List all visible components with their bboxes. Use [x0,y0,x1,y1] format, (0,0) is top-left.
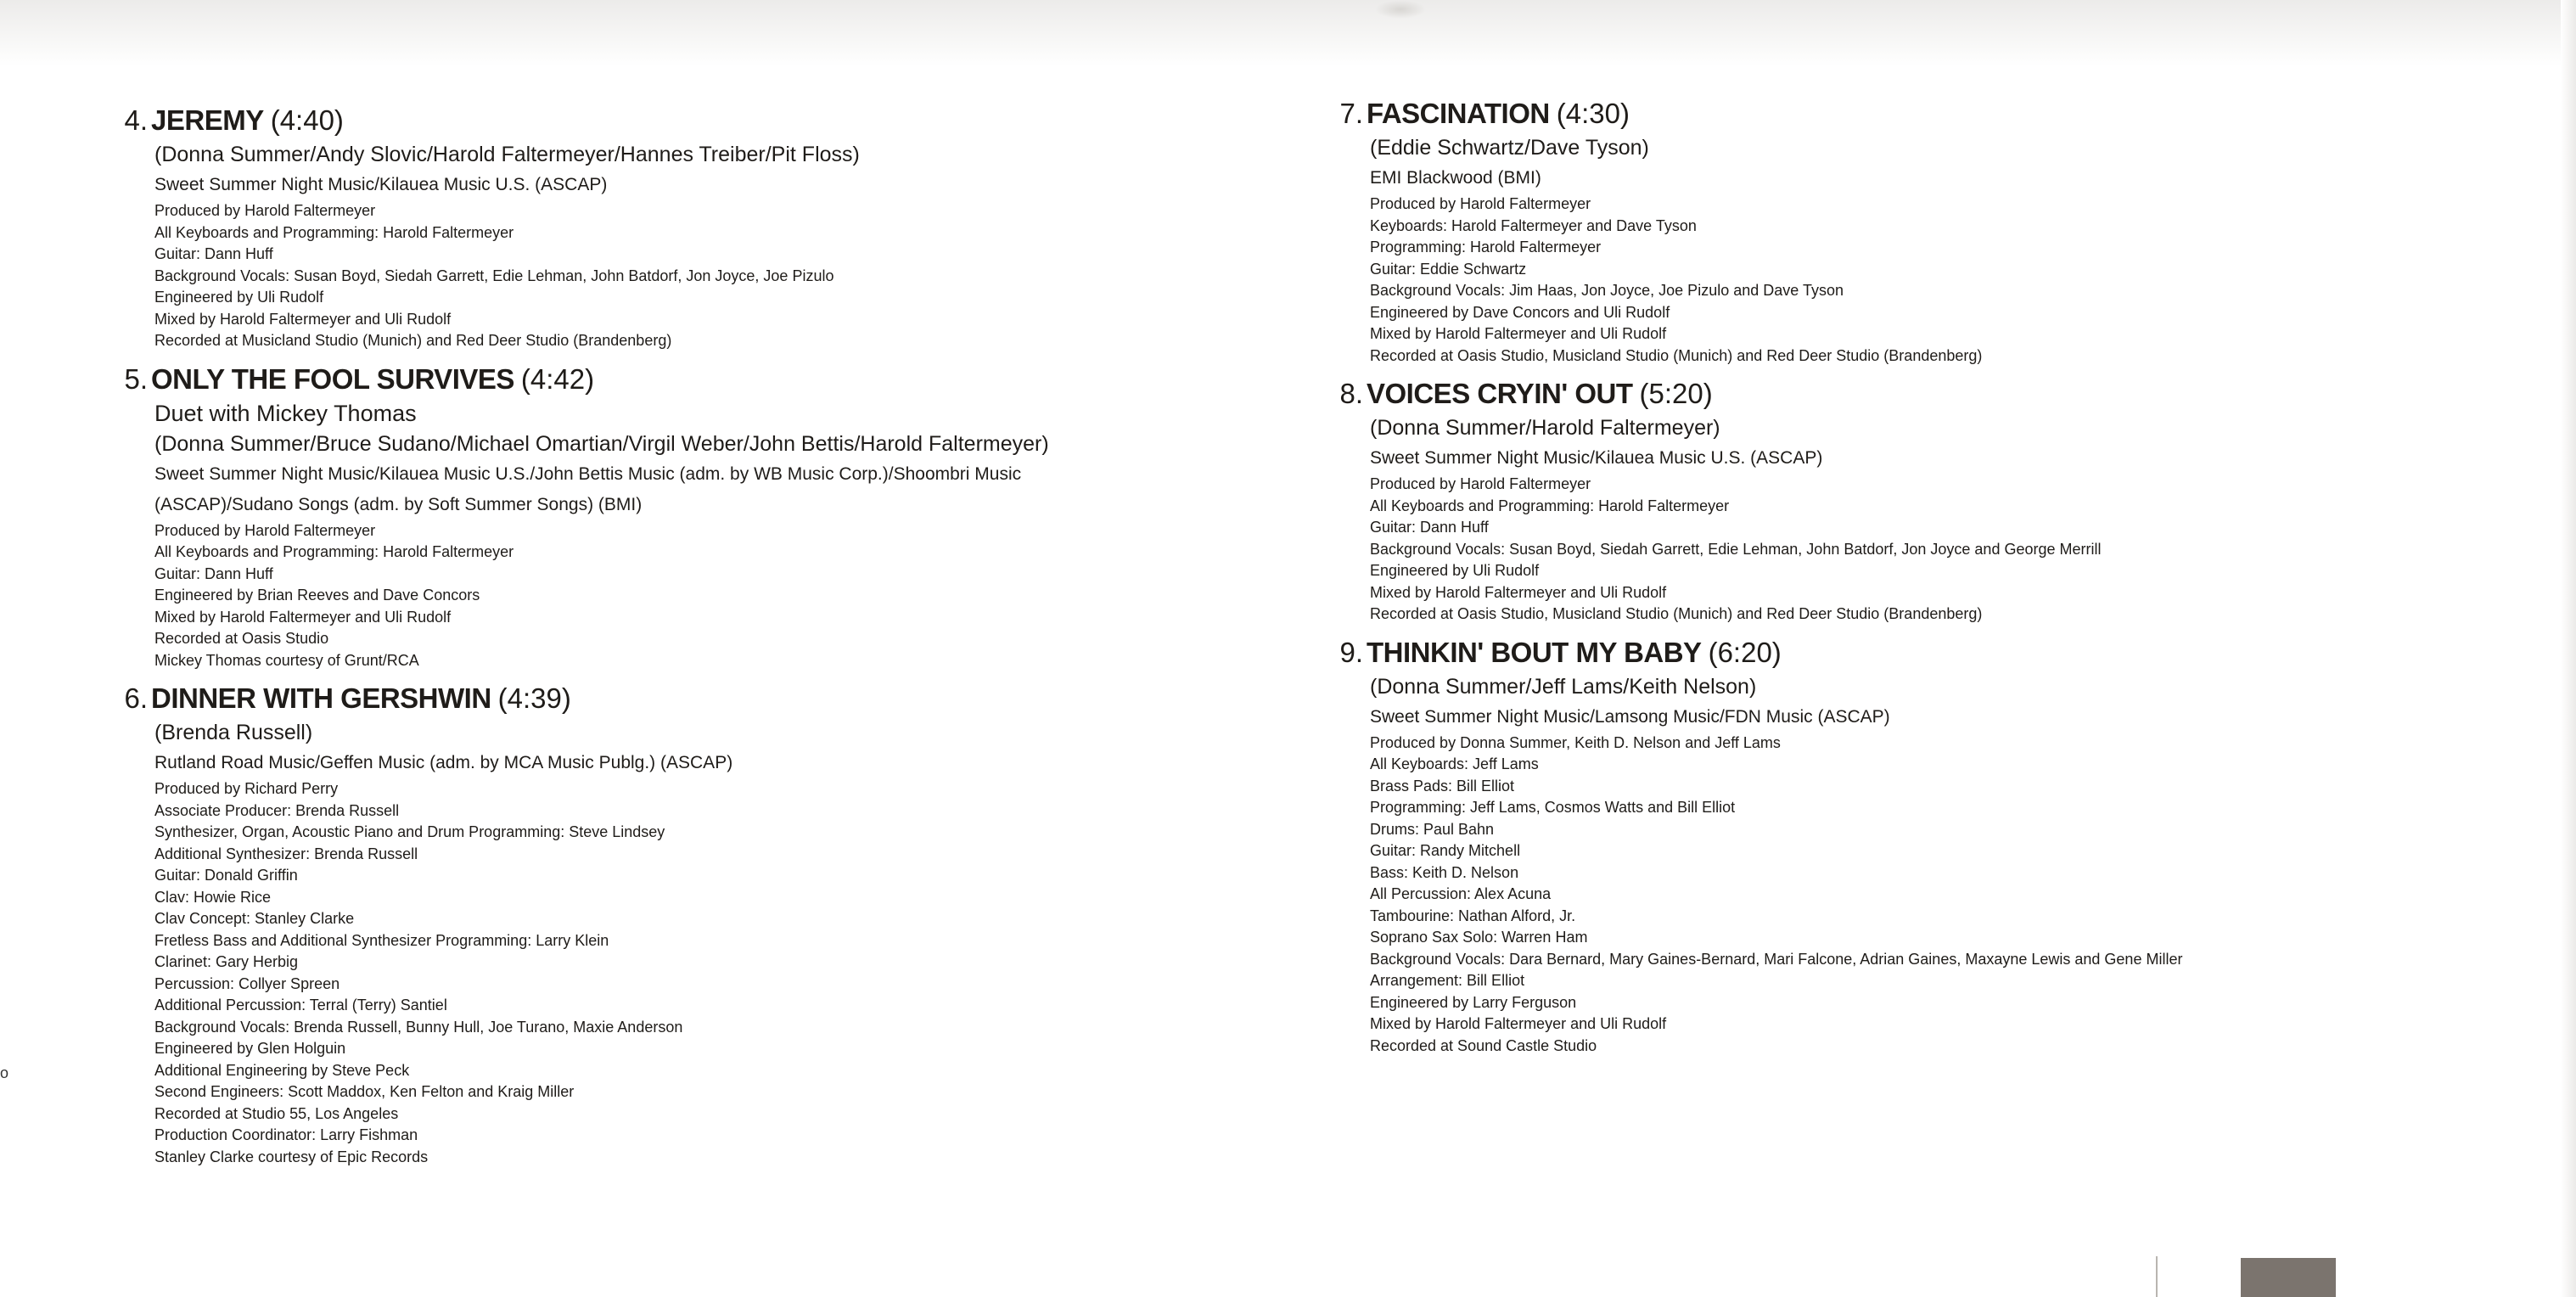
publishing-line: Sweet Summer Night Music/Kilauea Music U.S. (ASCAP) [154,175,608,194]
credit-line: Additional Percussion: Terral (Terry) Santiel [154,997,447,1013]
track-title: FASCINATION [1367,98,1550,129]
credit-line: Mixed by Harold Faltermeyer and Uli Rudolf [154,608,452,626]
track-heading [124,361,1339,398]
credit-line: Soprano Sax Solo: Warren Ham [1370,929,1588,946]
credit-line: Clav: Howie Rice [154,888,272,906]
credit-line: Background Vocals: Brenda Russell, Bunny Hull, Joe Turano, Maxie Anderson [154,1018,683,1036]
publishing-line: Sweet Summer Night Music/Lamsong Music/FDN Music (ASCAP) [1370,706,1890,727]
credit-line: All Keyboards and Programming: Harold Faltermeyer [154,223,514,241]
credit-line: Clarinet: Gary Herbig [154,953,299,970]
credit-line: Mixed by Harold Faltermeyer and Uli Rudolf [154,310,452,328]
credit-line: Background Vocals: Dara Bernard, Mary Gaines-Bernard, Mari Falcone, Adrian Gaines, Maxayne Lewis and Gene Miller [1370,950,2183,968]
credit-line: Keyboards: Harold Faltermeyer and Dave Tyson [1370,216,1697,234]
publishing-line: EMI Blackwood (BMI) [1370,168,1541,188]
credit-line: Bass: Keith D. Nelson [1370,863,1519,881]
credit-line: Mixed by Harold Faltermeyer and Uli Rudolf [1370,325,1667,342]
left-edge-mark: o [0,1064,9,1081]
booklet-fold-mark [1375,0,1426,19]
credit-line: Brass Pads: Bill Elliot [1370,777,1515,794]
track-title: VOICES CRYIN' OUT [1367,378,1633,409]
credit-line: Clav Concept: Stanley Clarke [154,910,355,927]
credit-line: Recorded at Sound Castle Studio [1370,1036,1597,1054]
credit-line: Mickey Thomas courtesy of Grunt/RCA [154,651,419,669]
credit-line: All Keyboards and Programming: Harold Faltermeyer [1370,497,1730,514]
credit-line: Produced by Richard Perry [154,780,339,797]
track-number: 8. [1339,378,1363,409]
credit-line: Recorded at Oasis Studio [154,630,329,647]
credit-line: Second Engineers: Scott Maddox, Ken Felton and Kraig Miller [154,1083,575,1100]
credit-line: Production Coordinator: Larry Fishman [154,1126,418,1143]
credit-line: Arrangement: Bill Elliot [1370,972,1525,989]
track-entry [124,361,1339,672]
publishing-line: Sweet Summer Night Music/Kilauea Music U.S./John Bettis Music (adm. by WB Music Corp.)/Shoombri Music [154,463,1022,484]
track-duration: (4:30) [1556,98,1630,129]
track-duration: (6:20) [1708,636,1782,668]
publishing-line: Sweet Summer Night Music/Kilauea Music U.S. (ASCAP) [1370,448,1823,468]
credit-line: Guitar: Donald Griffin [154,867,298,884]
credit-line: Programming: Harold Faltermeyer [1370,239,1602,255]
credit-line: Engineered by Brian Reeves and Dave Concors [154,587,480,604]
scan-background-top [0,0,2576,66]
track-title: ONLY THE FOOL SURVIVES [151,362,514,395]
credit-line: Synthesizer, Organ, Acoustic Piano and Drum Programming: Steve Lindsey [154,823,665,840]
credit-line: Tambourine: Nathan Alford, Jr. [1370,907,1576,924]
track-composers: (Donna Summer/Andy Slovic/Harold Faltermeyer/Hannes Treiber/Pit Floss) [154,143,860,166]
credit-line: Background Vocals: Susan Boyd, Siedah Garrett, Edie Lehman, John Batdorf, Jon Joyce and George Merrill [1370,540,2102,558]
credit-line: Guitar: Randy Mitchell [1370,842,1521,859]
credit-line: Guitar: Dann Huff [154,564,273,582]
track-title: JEREMY [151,104,264,136]
track-composers: (Donna Summer/Harold Faltermeyer) [1370,416,1720,440]
booklet-right-edge [2561,0,2576,1297]
track-duration: (4:39) [497,682,571,714]
track-number: 9. [1339,636,1363,668]
track-entry [124,680,1339,1168]
booklet-tab-divider [2156,1256,2158,1297]
duet-note: Duet with Mickey Thomas [154,400,417,426]
track-composers: (Donna Summer/Jeff Lams/Keith Nelson) [1370,674,1757,699]
track-entry [124,102,1339,352]
track-duration: (4:42) [520,362,595,395]
track-number: 6. [124,682,148,714]
credit-line: Programming: Jeff Lams, Cosmos Watts and Bill Elliot [1370,799,1736,816]
track-composers: (Donna Summer/Bruce Sudano/Michael Omartian/Virgil Weber/John Bettis/Harold Faltermeyer) [154,431,1049,456]
credit-line: Recorded at Musicland Studio (Munich) and Red Deer Studio (Brandenberg) [154,332,672,349]
credit-line: Produced by Donna Summer, Keith D. Nelson and Jeff Lams [1370,733,1781,751]
credit-line: Produced by Harold Faltermeyer [1370,195,1591,212]
track-heading [124,680,1339,717]
credit-line: All Keyboards: Jeff Lams [1370,755,1539,772]
track-title: DINNER WITH GERSHWIN [151,682,491,714]
credit-line: Stanley Clarke courtesy of Epic Records [154,1148,429,1165]
credit-line: Associate Producer: Brenda Russell [154,801,400,819]
publishing-line: (ASCAP)/Sudano Songs (adm. by Soft Summer Songs) (BMI) [154,494,643,514]
credit-line: All Percussion: Alex Acuna [1370,885,1552,902]
credit-line: Engineered by Dave Concors and Uli Rudolf [1370,303,1670,321]
track-entry [1339,95,2555,367]
track-heading [1339,95,2555,132]
credit-line: Additional Synthesizer: Brenda Russell [154,845,418,862]
credit-line: Fretless Bass and Additional Synthesizer Programming: Larry Klein [154,931,609,949]
credit-line: Guitar: Dann Huff [1370,519,1489,536]
track-heading [1339,634,2555,671]
credit-line: All Keyboards and Programming: Harold Faltermeyer [154,543,514,560]
track-entry [1339,634,2555,1058]
booklet-tab [2241,1258,2336,1297]
credit-line: Background Vocals: Susan Boyd, Siedah Garrett, Edie Lehman, John Batdorf, Jon Joyce, Joe Pizulo [154,267,834,284]
credit-line: Engineered by Larry Ferguson [1370,993,1577,1011]
credit-line: Guitar: Dann Huff [154,245,273,262]
track-title: THINKIN' BOUT MY BABY [1367,636,1702,668]
right-page-tracklist [1339,95,2555,1065]
credit-line: Recorded at Studio 55, Los Angeles [154,1104,399,1122]
credit-line: Recorded at Oasis Studio, Musicland Studio (Munich) and Red Deer Studio (Brandenberg) [1370,605,1983,622]
credit-line: Drums: Paul Bahn [1370,820,1495,838]
credit-line: Produced by Harold Faltermeyer [154,202,376,219]
credit-line: Percussion: Collyer Spreen [154,974,340,992]
track-duration: (4:40) [270,104,344,136]
credit-line: Guitar: Eddie Schwartz [1370,260,1527,278]
track-heading [124,102,1339,139]
credit-line: Additional Engineering by Steve Peck [154,1061,410,1079]
track-composers: (Eddie Schwartz/Dave Tyson) [1370,136,1649,160]
track-entry [1339,375,2555,626]
track-composers: (Brenda Russell) [154,721,313,744]
credit-line: Engineered by Glen Holguin [154,1040,346,1057]
credit-line: Recorded at Oasis Studio, Musicland Studio (Munich) and Red Deer Studio (Brandenberg) [1370,346,1983,364]
credit-line: Engineered by Uli Rudolf [154,289,324,306]
credit-line: Produced by Harold Faltermeyer [1370,475,1591,492]
track-heading [1339,375,2555,413]
credit-line: Engineered by Uli Rudolf [1370,562,1540,579]
credit-line: Mixed by Harold Faltermeyer and Uli Rudolf [1370,1015,1667,1032]
track-number: 7. [1339,98,1363,129]
publishing-line: Rutland Road Music/Geffen Music (adm. by MCA Music Publg.) (ASCAP) [154,753,733,772]
left-page-tracklist [124,102,1339,1176]
credit-line: Mixed by Harold Faltermeyer and Uli Rudolf [1370,583,1667,601]
track-duration: (5:20) [1639,378,1713,409]
track-number: 4. [124,104,148,136]
track-number: 5. [124,362,148,395]
credit-line: Background Vocals: Jim Haas, Jon Joyce, Joe Pizulo and Dave Tyson [1370,282,1844,299]
credit-line: Produced by Harold Faltermeyer [154,521,376,539]
